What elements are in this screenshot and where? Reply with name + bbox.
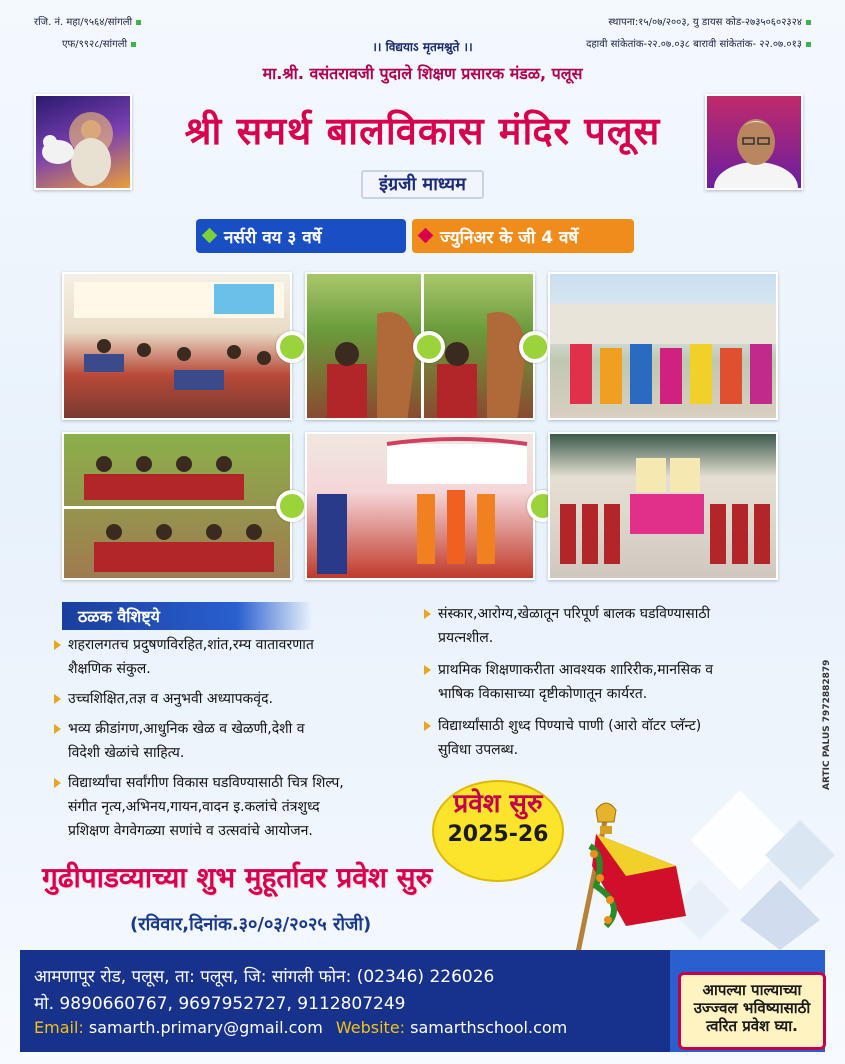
feature-item-cont: प्रयत्नशील. (438, 630, 494, 646)
features-heading: ठळक वैशिष्ट्ये (62, 602, 312, 630)
costume-photo (548, 272, 778, 420)
kids-outdoor-photo (62, 432, 292, 580)
feature-item: भव्य क्रीडांगण,आधुनिक खेळ व खेळणी,देशी व (54, 717, 434, 741)
class-label-nursery: नर्सरी वय ३ वर्षे (224, 227, 322, 248)
class-pill-nursery (196, 219, 406, 253)
footer-contact (34, 1018, 567, 1037)
stage-photo (305, 432, 535, 580)
index-numbers: दहावी सांकेतांक-२२.०७.०३८ बारावी सांकेतांक- २२.०७.०१३ (586, 38, 811, 52)
date-line: (रविवार,दिनांक.३०/०३/२०२५ रोजी) (130, 914, 372, 935)
class-pill-jrkg (412, 219, 634, 253)
festival-line: गुढीपाडव्याच्या शुभ मुहूर्तावर प्रवेश सुरु (42, 861, 433, 894)
feature-item: प्राथमिक शिक्षणाकरीता आवश्यक शारिरीक,मानसिक व (424, 658, 794, 682)
establishment-info: स्थापना:१५/०७/२००३, यु डायस कोड-२७३५०६०२३२४ (608, 16, 811, 30)
reg-number-2: एफ/९९२८/सांगली (62, 38, 136, 52)
medium-wrapper (0, 172, 845, 196)
callout-line-1: आपल्या पाल्याच्या (702, 981, 802, 999)
feature-item: शहरालगतच प्रदुषणविरहित,शांत,रम्य वातावरणात (54, 633, 434, 657)
feature-item-cont: सुविधा उपलब्ध. (438, 742, 519, 758)
feature-item: संस्कार,आरोग्य,खेळातून परिपूर्ण बालक घडविण्यासाठी (424, 602, 794, 626)
school-name: श्री समर्थ बालविकास मंदिर पलूस (184, 108, 661, 153)
features-right (424, 602, 794, 762)
website-key: Website: (335, 1018, 406, 1037)
admission-callout (678, 972, 826, 1050)
admission-title: प्रवेश सुरु (453, 789, 543, 819)
medium-label: इंग्रजी माध्यम (361, 170, 484, 199)
footer-mobile: मो. 9890660767, 9697952727, 9112807249 (34, 994, 406, 1014)
green-dot (413, 331, 445, 363)
green-dot (519, 331, 551, 363)
website-value[interactable]: samarthschool.com (410, 1018, 568, 1037)
trust-name: मा.श्री. वसंतरावजी पुदाले शिक्षण प्रसारक मंडळ, पलूस (262, 64, 583, 83)
motto: ।। विद्ययाऽ मृतमश्नुते ।। (372, 40, 473, 54)
feature-item-cont: शैक्षणिक संकुल. (68, 661, 151, 677)
features-left (54, 633, 434, 843)
classroom-photo (62, 272, 292, 420)
class-label-jrkg: ज्युनिअर के जी 4 वर्षे (440, 227, 579, 248)
callout-line-2: उज्ज्वल भविष्यासाठी (693, 999, 811, 1017)
artist-credit: ARTIC PALUS 7972882879 (822, 659, 832, 790)
feature-item: विद्यार्थ्यांचा सर्वांगीण विकास घडविण्यासाठी चित्र शिल्प, (54, 771, 434, 795)
feature-item-cont: विदेशी खेळांचे साहित्य. (68, 745, 185, 761)
feature-item-cont: प्रशिक्षण वेगवेगळ्या सणांचे व उत्सवांचे आयोजन. (68, 823, 313, 839)
reg-number-1: रजि. नं. महा/९५६४/सांगली (34, 16, 141, 30)
diamond-icon (418, 228, 434, 244)
feature-item-cont: संगीत नृत्य,अभिनय,गायन,वादन इ.कलांचे तंत्रशुध्द (68, 799, 320, 815)
prayer-photo (548, 432, 778, 580)
feature-item: उच्चशिक्षित,तज्ञ व अनुभवी अध्यापकवृंद. (54, 687, 434, 711)
footer-address: आमणापूर रोड, पलूस, ता: पलूस, जि: सांगली फोन: (02346) 226026 (34, 967, 495, 987)
green-dot (276, 331, 308, 363)
gudhi-icon (566, 796, 706, 976)
green-dot (276, 490, 308, 522)
email-value[interactable]: samarth.primary@gmail.com (88, 1018, 323, 1037)
callout-line-3: त्वरित प्रवेश घ्या. (706, 1017, 798, 1035)
feature-item: विद्यार्थ्यांसाठी शुध्द पिण्याचे पाणी (आरो वॉटर प्लॅन्ट) (424, 714, 794, 738)
diamond-icon (202, 228, 218, 244)
email-key: Email: (34, 1018, 84, 1037)
feature-item-cont: भाषिक विकासाच्या दृष्टीकोणातून कार्यरत. (438, 686, 648, 702)
admission-year: 2025-26 (447, 822, 549, 847)
